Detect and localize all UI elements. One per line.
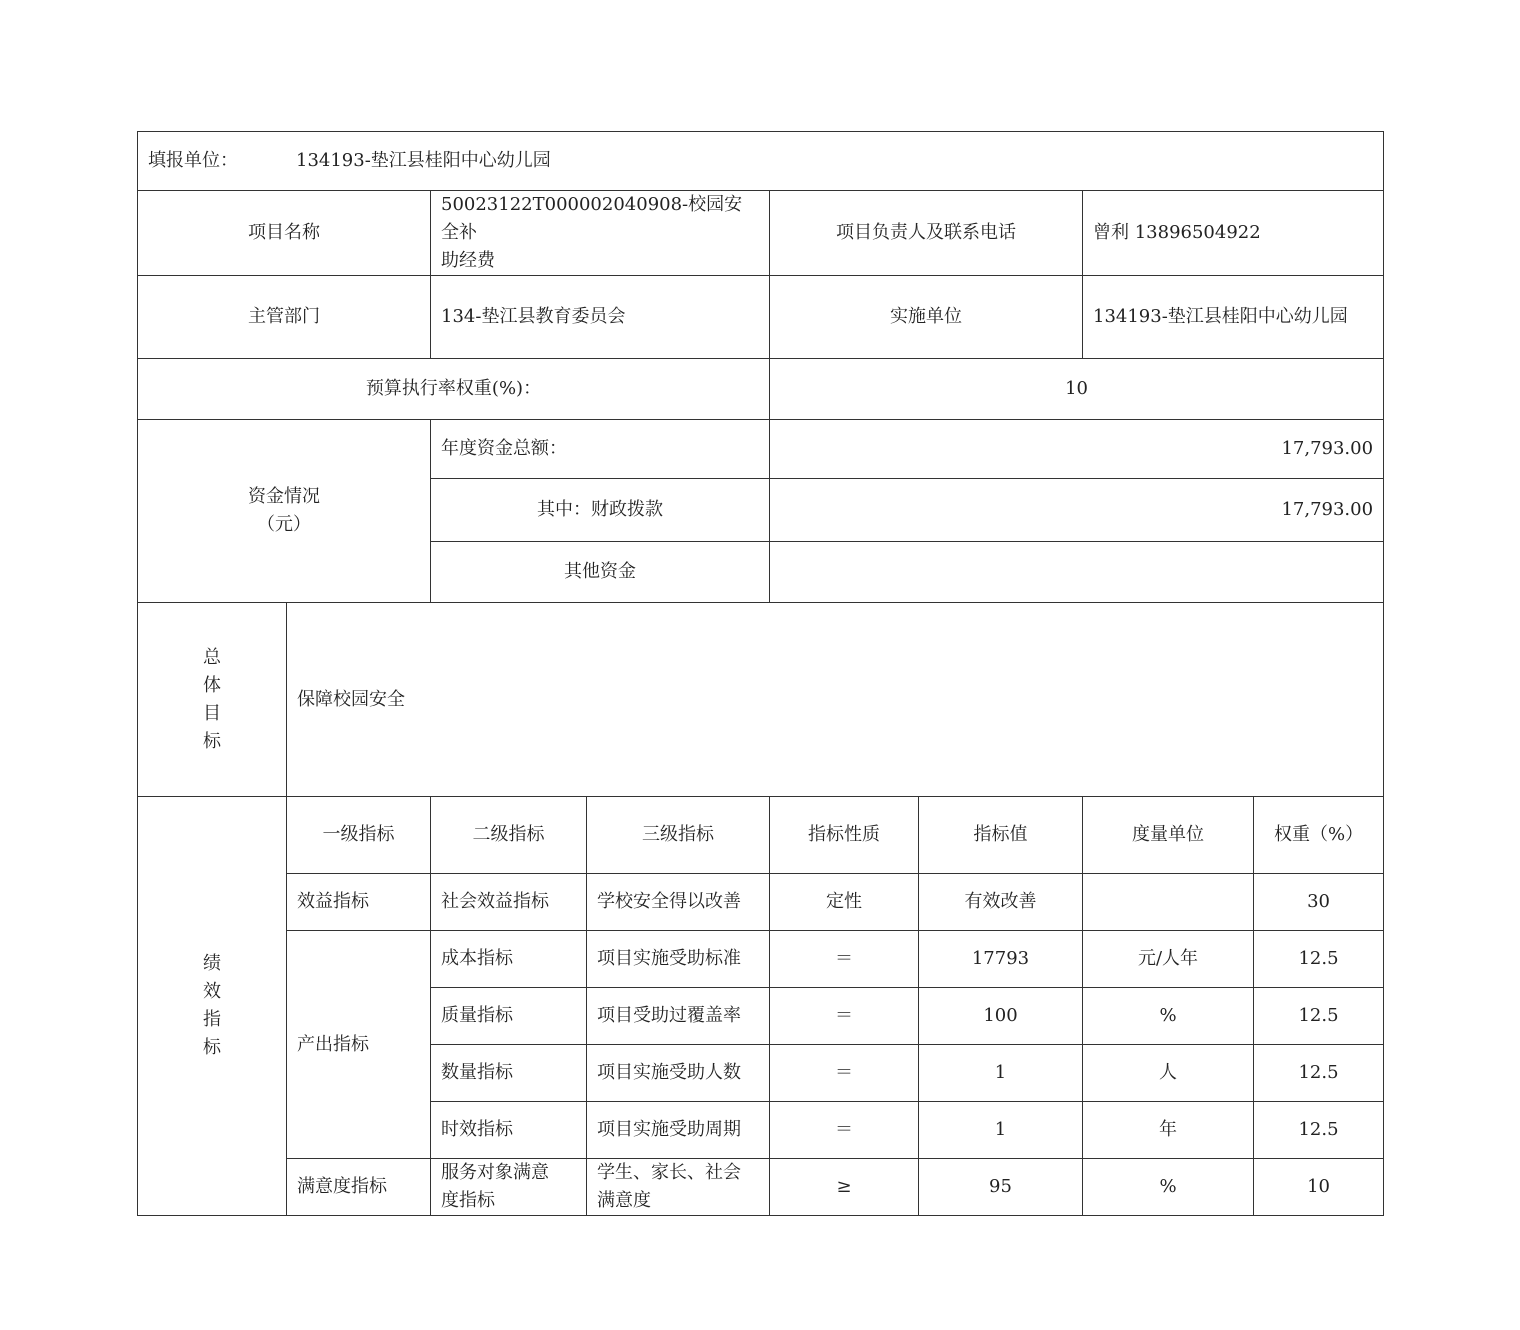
- implementing-unit-value: 134193-垫江县桂阳中心幼儿园: [1083, 276, 1384, 359]
- project-name-value: [431, 191, 770, 276]
- overall-goal-value: 保障校园安全: [287, 603, 1384, 797]
- performance-indicator-char: 效: [203, 981, 221, 1002]
- benefit-level3: 学校安全得以改善: [587, 874, 770, 931]
- benefit-level1: 效益指标: [287, 874, 431, 931]
- output-nature: ＝: [770, 1102, 919, 1159]
- output-level2: 成本指标: [431, 931, 587, 988]
- contact-value: 曾利 13896504922: [1083, 191, 1384, 276]
- output-nature: ＝: [770, 931, 919, 988]
- satisfaction-value: 95: [919, 1159, 1083, 1216]
- satisfaction-level3-line1: 学生、家长、社会: [597, 1162, 741, 1183]
- project-name-label: 项目名称: [138, 191, 431, 276]
- reporting-unit-row: [138, 132, 1384, 191]
- output-value: 100: [919, 988, 1083, 1045]
- reporting-unit-cell: [138, 132, 1384, 191]
- department-value: 134-垫江县教育委员会: [431, 276, 770, 359]
- reporting-unit-label: 填报单位：: [148, 150, 238, 171]
- output-value: 1: [919, 1045, 1083, 1102]
- satisfaction-level2-line1: 服务对象满意: [441, 1162, 549, 1183]
- benefit-level2: 社会效益指标: [431, 874, 587, 931]
- output-nature: ＝: [770, 1045, 919, 1102]
- funds-label-line2: （元）: [257, 514, 311, 535]
- performance-indicator-label: [138, 797, 287, 1216]
- satisfaction-unit: %: [1083, 1159, 1254, 1216]
- output-level2: 质量指标: [431, 988, 587, 1045]
- project-name-line2: 助经费: [441, 250, 495, 271]
- overall-goal-char: 目: [203, 702, 221, 724]
- output-unit: %: [1083, 988, 1254, 1045]
- annual-funds-value: 17,793.00: [770, 420, 1384, 479]
- funds-annual-row: [138, 420, 1384, 479]
- indicator-header-row: [138, 797, 1384, 874]
- satisfaction-level3: [587, 1159, 770, 1216]
- other-funds-label: 其他资金: [431, 542, 770, 603]
- benefit-unit: [1083, 874, 1254, 931]
- performance-target-table: [137, 131, 1384, 1216]
- output-unit: 人: [1083, 1045, 1254, 1102]
- implementing-unit-label: 实施单位: [770, 276, 1083, 359]
- performance-indicator-char: 绩: [203, 953, 221, 974]
- header-unit: 度量单位: [1083, 797, 1254, 874]
- performance-indicator-char: 标: [203, 1037, 221, 1058]
- funds-label: [138, 420, 431, 603]
- satisfaction-level2: [431, 1159, 587, 1216]
- satisfaction-nature: ≥: [770, 1159, 919, 1216]
- output-weight: 12.5: [1254, 931, 1384, 988]
- funds-label-line1: 资金情况: [248, 486, 320, 507]
- performance-indicator-char: 指: [203, 1009, 221, 1030]
- output-level2: 时效指标: [431, 1102, 587, 1159]
- benefit-value: 有效改善: [919, 874, 1083, 931]
- output-level3: 项目受助过覆盖率: [587, 988, 770, 1045]
- header-weight: 权重（%）: [1254, 797, 1384, 874]
- overall-goal-label: [138, 603, 287, 797]
- satisfaction-level2-line2: 度指标: [441, 1190, 495, 1211]
- output-weight: 12.5: [1254, 1102, 1384, 1159]
- header-level3: 三级指标: [587, 797, 770, 874]
- benefit-weight: 30: [1254, 874, 1384, 931]
- table-row: [138, 931, 1384, 988]
- budget-rate-label: 预算执行率权重(%)：: [138, 359, 770, 420]
- department-label: 主管部门: [138, 276, 431, 359]
- other-funds-value: [770, 542, 1384, 603]
- satisfaction-level3-line2: 满意度: [597, 1190, 651, 1211]
- satisfaction-level1: 满意度指标: [287, 1159, 431, 1216]
- header-value: 指标值: [919, 797, 1083, 874]
- output-level3: 项目实施受助周期: [587, 1102, 770, 1159]
- annual-funds-label: 年度资金总额：: [431, 420, 770, 479]
- header-level2: 二级指标: [431, 797, 587, 874]
- overall-goal-row: [138, 603, 1384, 797]
- overall-goal-char: 标: [203, 730, 221, 752]
- department-row: [138, 276, 1384, 359]
- output-unit: 元/人年: [1083, 931, 1254, 988]
- table-row: [138, 874, 1384, 931]
- overall-goal-char: 总: [203, 646, 221, 668]
- output-level3: 项目实施受助标准: [587, 931, 770, 988]
- reporting-unit-value: 134193-垫江县桂阳中心幼儿园: [296, 150, 551, 171]
- output-weight: 12.5: [1254, 988, 1384, 1045]
- benefit-nature: 定性: [770, 874, 919, 931]
- fiscal-funds-label: 其中：财政拨款: [431, 479, 770, 542]
- header-level1: 一级指标: [287, 797, 431, 874]
- output-nature: ＝: [770, 988, 919, 1045]
- output-weight: 12.5: [1254, 1045, 1384, 1102]
- output-level3: 项目实施受助人数: [587, 1045, 770, 1102]
- output-value: 17793: [919, 931, 1083, 988]
- budget-rate-value: 10: [770, 359, 1384, 420]
- satisfaction-weight: 10: [1254, 1159, 1384, 1216]
- output-level1: 产出指标: [287, 931, 431, 1159]
- budget-rate-row: [138, 359, 1384, 420]
- output-value: 1: [919, 1102, 1083, 1159]
- output-unit: 年: [1083, 1102, 1254, 1159]
- output-level2: 数量指标: [431, 1045, 587, 1102]
- overall-goal-char: 体: [203, 674, 221, 696]
- project-name-row: [138, 191, 1384, 276]
- fiscal-funds-value: 17,793.00: [770, 479, 1384, 542]
- project-name-line1: 50023122T000002040908-校园安全补: [441, 194, 743, 243]
- table-row: [138, 1159, 1384, 1216]
- header-nature: 指标性质: [770, 797, 919, 874]
- contact-label: 项目负责人及联系电话: [770, 191, 1083, 276]
